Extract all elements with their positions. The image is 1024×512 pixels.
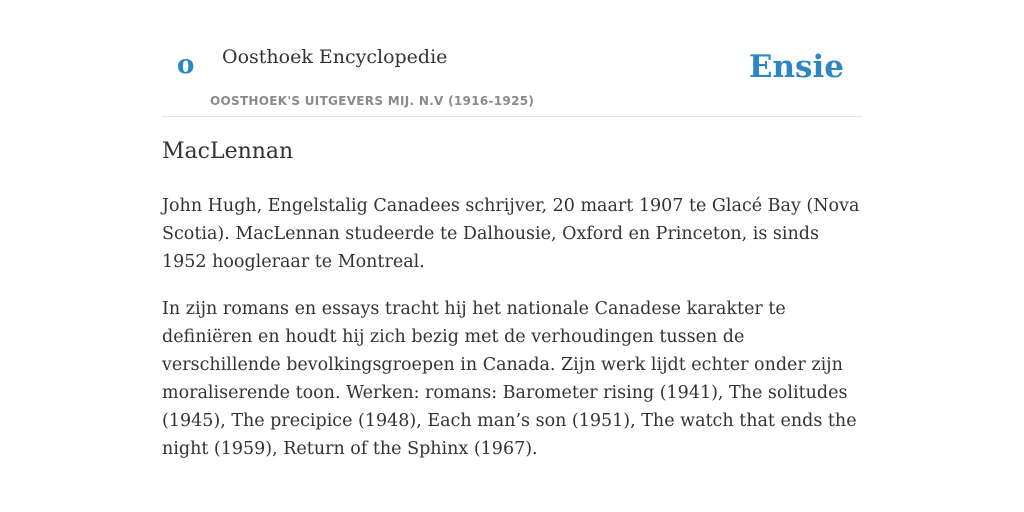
encyclopedia-logo-link[interactable]: o [177, 50, 195, 80]
entry-paragraph: John Hugh, Engelstalig Canadees schrijver, 20 maart 1907 te Glacé Bay (Nova Scotia). MacLennan studeerde te Dalhousie, Oxford en Princeton, is sinds 1952 hoogleraar te Montreal. [162, 196, 860, 272]
entry-title: MacLennan [162, 139, 294, 164]
publisher-label: OOSTHOEK'S UITGEVERS MIJ. N.V (1916-1925) [210, 94, 535, 108]
site-header [162, 0, 862, 117]
ensie-logo-link[interactable]: Ensie [748, 49, 844, 85]
entry-body [162, 192, 868, 482]
encyclopedia-title-link[interactable]: Oosthoek Encyclopedie [222, 46, 448, 68]
entry-paragraph: In zijn romans en essays tracht hij het nationale Canadese karakter te definiëren en houdt hij zich bezig met de verhoudingen tussen de verschillende bevolkingsgroepen in Canada. Zijn werk lijdt echter onder zijn moraliserende toon. Werken: romans: Barometer rising (1941), The solitudes (1945), The precipice (1948), Each man’s son (1951), The watch that ends the night (1959), Return of the Sphinx (1967). [162, 299, 857, 459]
